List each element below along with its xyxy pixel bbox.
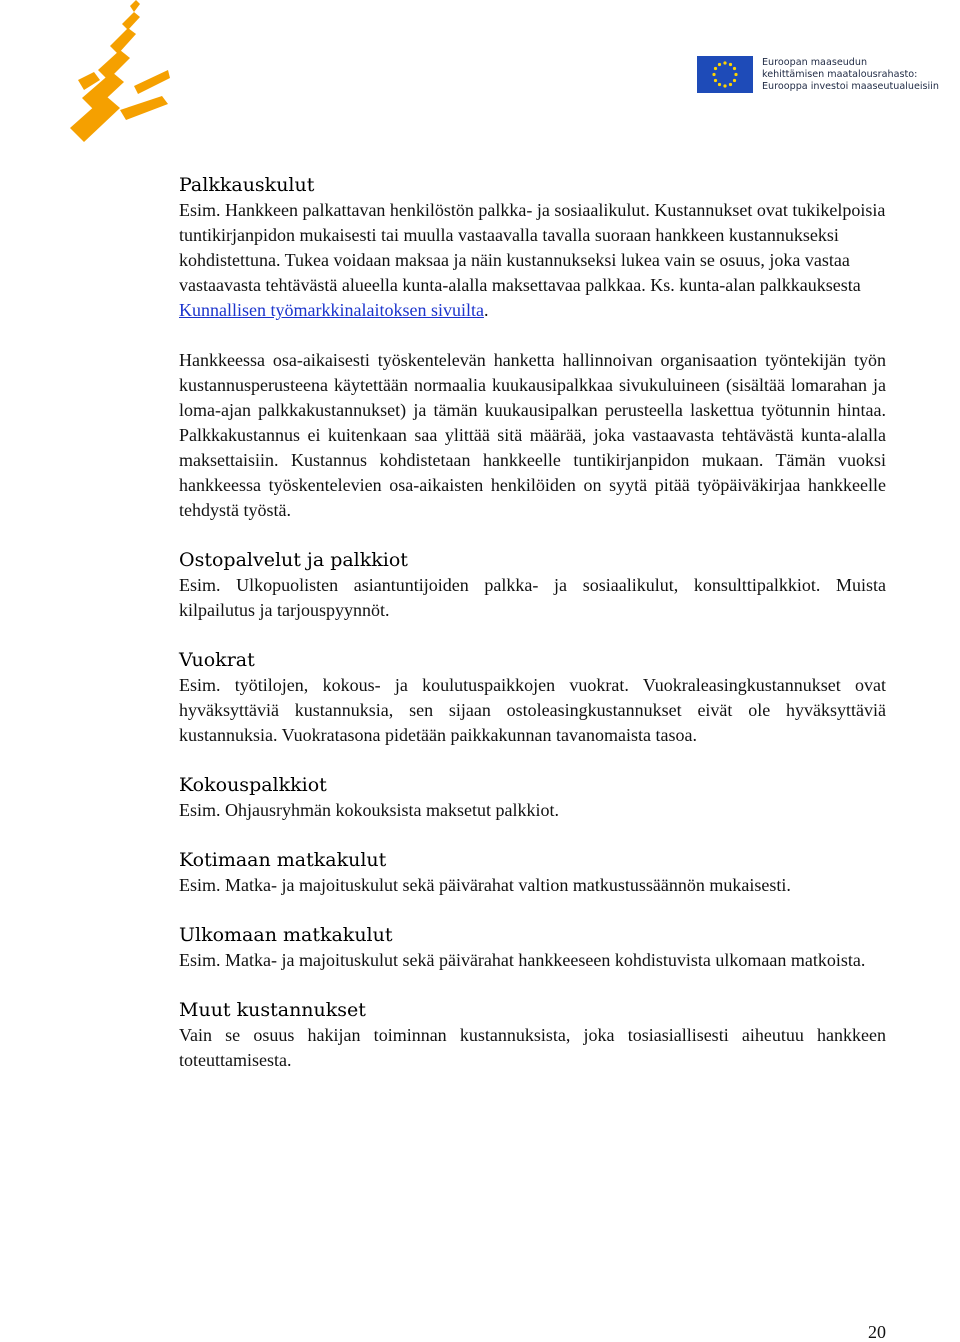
section-title: Kotimaan matkakulut [179,849,387,871]
section-ulkomaan-matkakulut [179,923,886,973]
eu-funding-text [762,57,939,93]
page-number: 20 [868,1322,886,1342]
eu-flag-icon [697,56,753,93]
section-ostopalvelut [179,548,886,623]
section-kokouspalkkiot [179,773,886,823]
eu-line-3: Eurooppa investoi maaseutualueisiin [762,81,939,92]
eu-line-1: Euroopan maaseudun [762,57,868,68]
section-text: Esim. Ohjausryhmän kokouksista maksetut palkkiot. [179,800,559,820]
section-osa-aikaiset [179,348,886,523]
document-body [179,173,886,1098]
section-vuokrat [179,648,886,748]
section-text: Vain se osuus hakijan toiminnan kustannuksista, joka tosiasiallisesti aiheutuu hankkeen toteuttamisesta. [179,1025,886,1070]
section-title: Kokouspalkkiot [179,774,327,796]
kunnallisen-tyomarkkinalaitos-link[interactable]: Kunnallisen työmarkkinalaitoksen sivuilta [179,300,484,320]
section-text: Hankkeessa osa-aikaisesti työskentelevän hanketta hallinnoivan organisaation työntekijän työn kustannusperusteena käytettään normaalia kuukausipalkkaa sivukuluineen (sisältää lomarahan ja loma-ajan palkkakustannukset) ja tämän kuukausipalkan perusteella laskettua työtunnin hintaa. Palkkakustannus ei kuitenkaan saa ylittää sitä määrää, joka vastaavasta tehtävästä kunta-alalla maksettaisiin. Kustannus kohdistetaan hankkeelle tuntikirjanpidon mukaan. Tämän vuoksi hankkeessa työskentelevien osa-aikaisten henkilöiden on syytä pitää työpäiväkirjaa hankkeelle tehdystä työstä. [179,350,886,520]
section-kotimaan-matkakulut [179,848,886,898]
section-text: Esim. Ulkopuolisten asiantuntijoiden palkka- ja sosiaalikulut, konsulttipalkkiot. Muista kilpailutus ja tarjouspyynnöt. [179,575,886,620]
eu-line-2: kehittämisen maatalousrahasto: [762,69,918,80]
section-text-part: Esim. Hankkeen palkattavan henkilöstön palkka- ja sosiaalikulut. Kustannukset ovat tukikelpoisia tuntikirjanpidon mukaisesti tai muulla vastaavalla tavalla suoraan hankkeen kustannukseksi kohdistettuna. Tukea voidaan maksaa ja näin kustannukseksi lukea vain se osuus, joka vastaa vastaavasta tehtävästä alueella kunta-alalla maksettavaa palkkaa. Ks. kunta-alan palkkauksesta [179,200,886,295]
section-text-end: . [483,300,489,320]
maaseutu-logo-icon [70,0,170,145]
section-text: Esim. työtilojen, kokous- ja koulutuspaikkojen vuokrat. Vuokraleasingkustannukset ovat hyväksyttäviä kustannuksia, sen sijaan ostoleasingkustannukset eivät ole hyväksyttäviä kustannuksia. Vuokratasona pidetään paikkakunnan tavanomaista tasoa. [179,675,886,745]
eu-funding-notice [697,56,937,96]
section-title: Vuokrat [179,649,255,671]
section-text: Esim. Matka- ja majoituskulut sekä päivärahat valtion matkustussäännön mukaisesti. [179,875,791,895]
section-title: Ostopalvelut ja palkkiot [179,549,408,571]
section-palkkauskulut [179,173,886,323]
section-muut-kustannukset [179,998,886,1073]
section-title: Palkkauskulut [179,174,315,196]
section-text: Esim. Matka- ja majoituskulut sekä päivärahat hankkeeseen kohdistuvista ulkomaan matkoista. [179,950,866,970]
section-text [179,198,886,323]
section-title: Ulkomaan matkakulut [179,924,393,946]
page-header [0,0,960,150]
section-title: Muut kustannukset [179,999,366,1021]
